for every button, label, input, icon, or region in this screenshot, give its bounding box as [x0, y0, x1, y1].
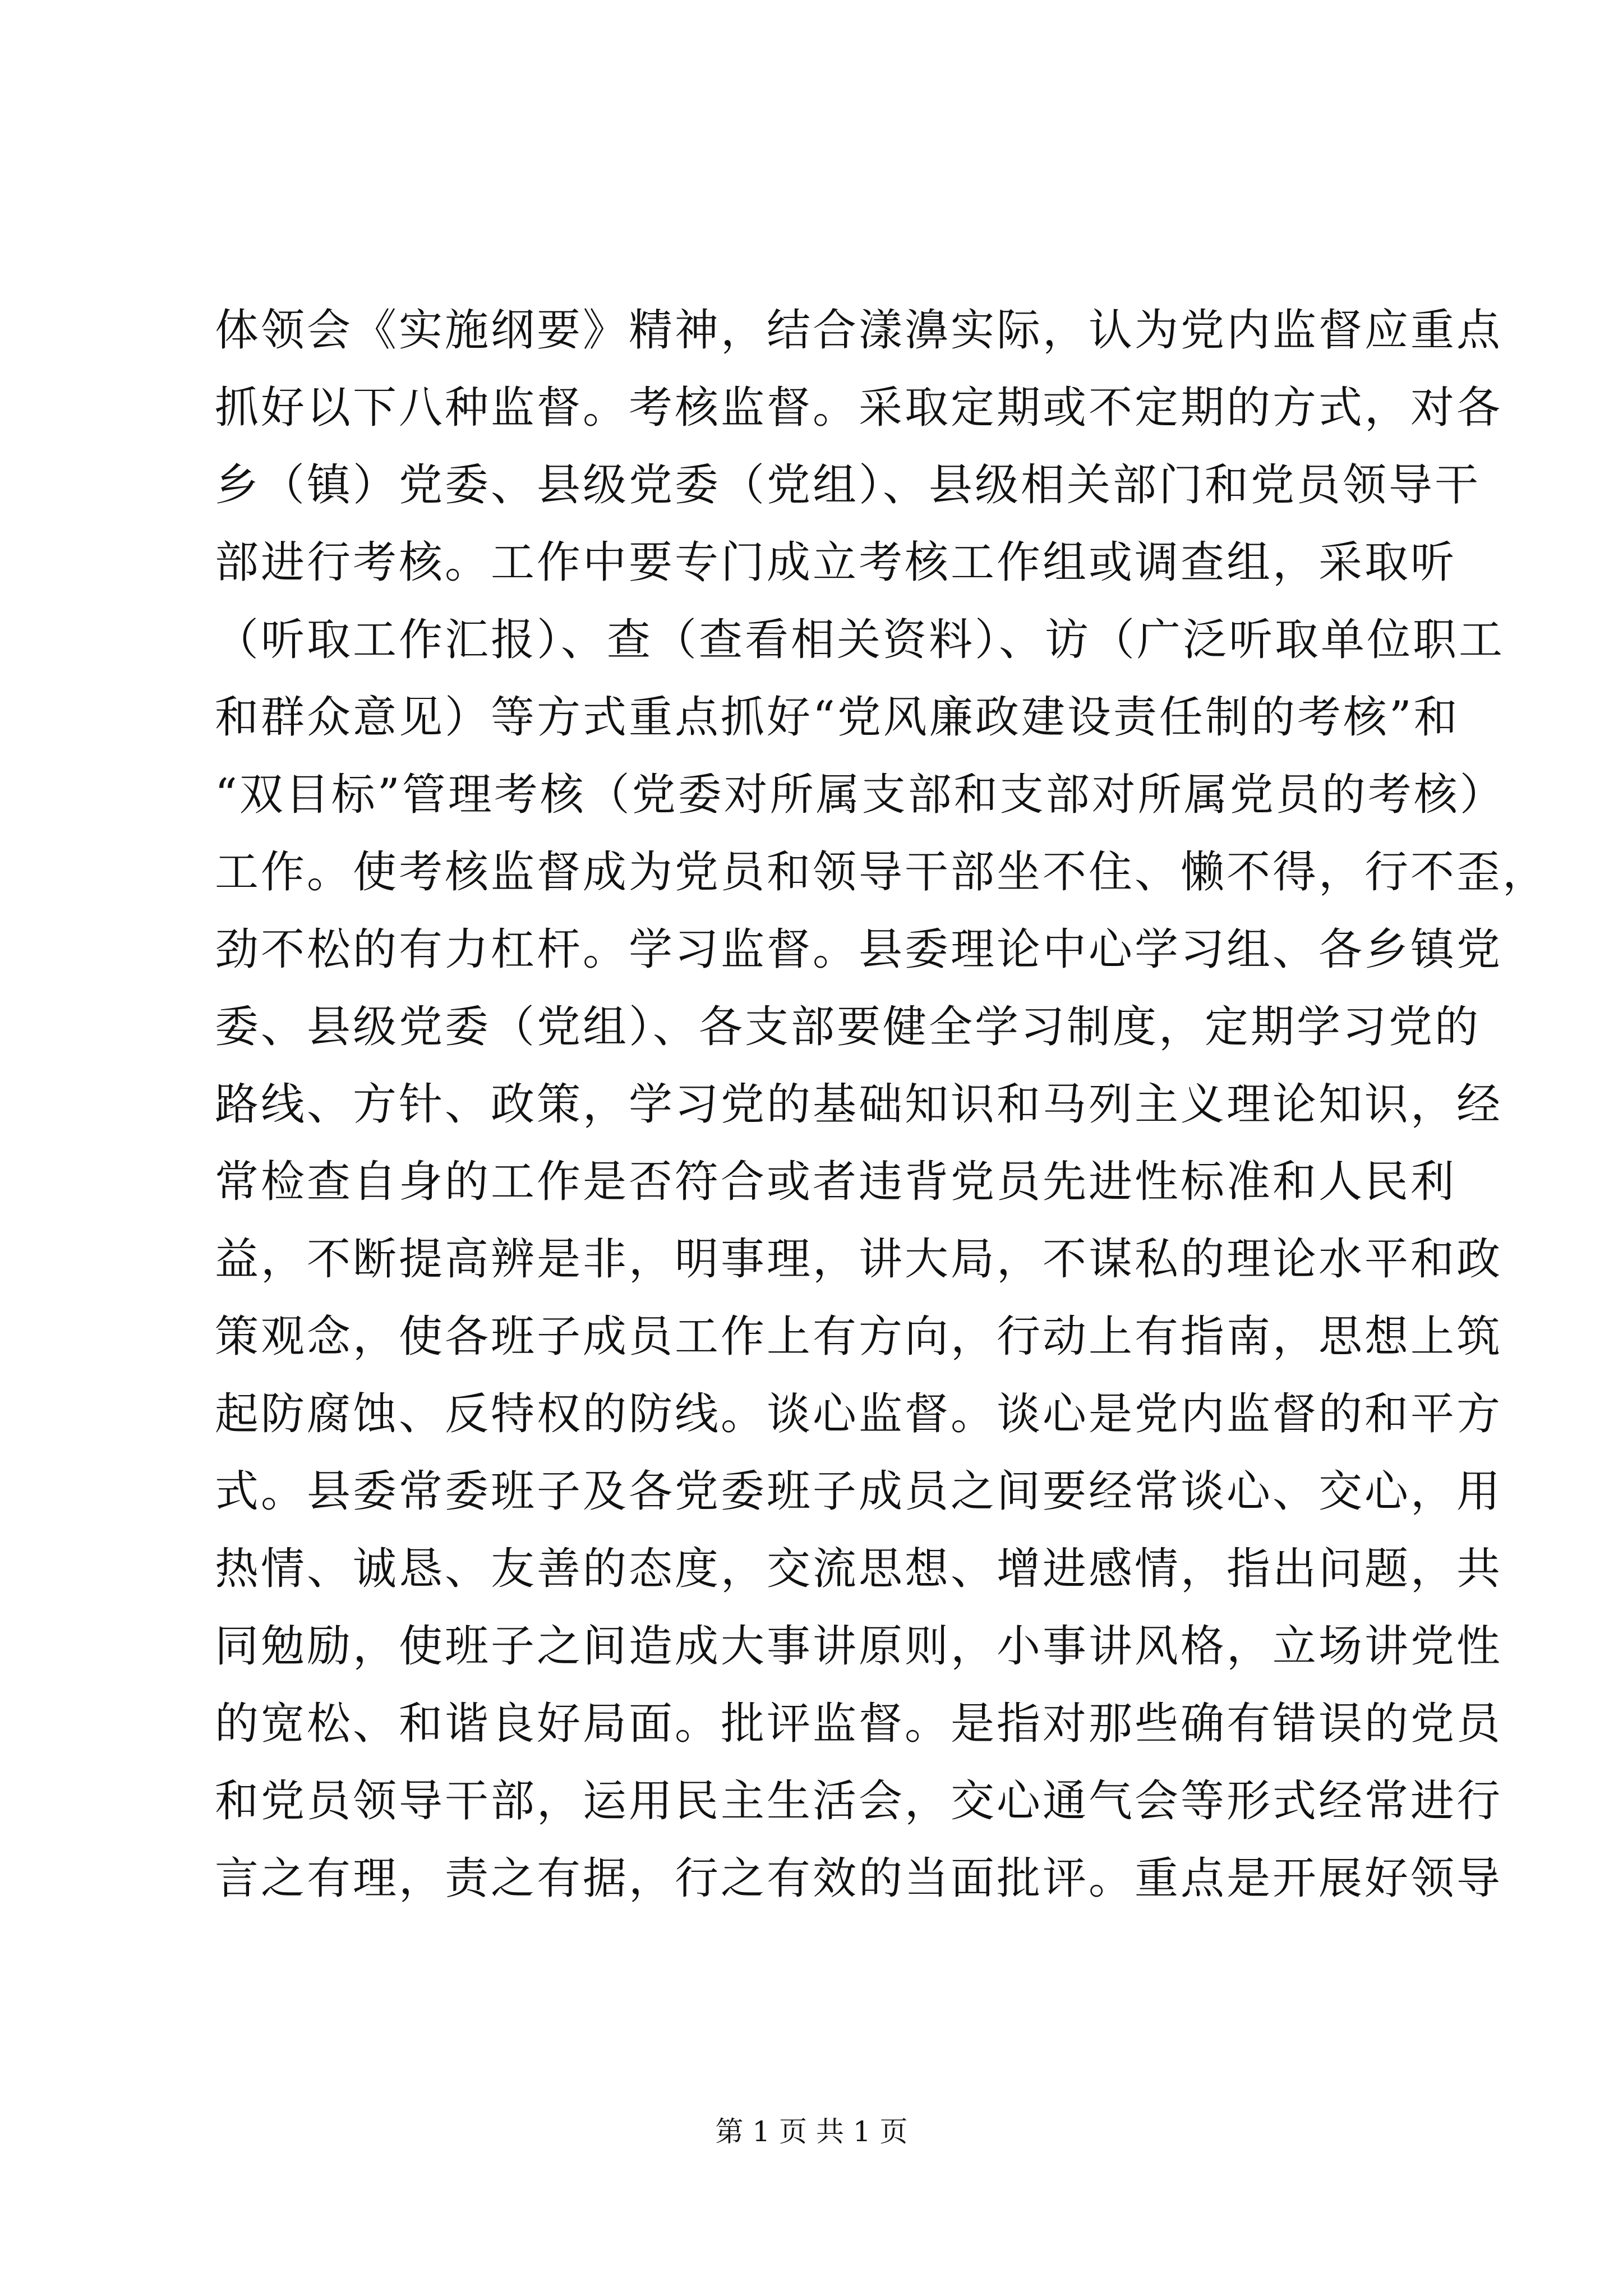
text-line: 同勉励，使班子之间造成大事讲原则，小事讲风格，立场讲党性 — [215, 1621, 1503, 1672]
text-line: 路线、方针、政策，学习党的基础知识和马列主义理论知识，经 — [215, 1079, 1503, 1130]
text-line: 和群众意见）等方式重点抓好“党风廉政建设责任制的考核”和 — [215, 692, 1460, 743]
text-line: 的宽松、和谐良好局面。批评监督。是指对那些确有错误的党员 — [215, 1699, 1503, 1749]
text-line: 乡（镇）党委、县级党委（党组）、县级相关部门和党员领导干 — [215, 460, 1481, 510]
text-line: 式。县委常委班子及各党委班子成员之间要经常谈心、交心，用 — [215, 1466, 1503, 1517]
text-line: 体领会《实施纲要》精神，结合漾濞实际，认为党内监督应重点 — [215, 305, 1503, 356]
page-number-footer: 第 1 页 共 1 页 — [715, 2115, 908, 2148]
text-line: 和党员领导干部，运用民主生活会，交心通气会等形式经常进行 — [215, 1776, 1503, 1826]
text-line: 委、县级党委（党组）、各支部要健全学习制度，定期学习党的 — [215, 1002, 1481, 1052]
text-line: “双目标”管理考核（党委对所属支部和支部对所属党员的考核） — [215, 770, 1506, 820]
text-line: 抓好以下八种监督。考核监督。采取定期或不定期的方式，对各 — [215, 383, 1503, 433]
body-text — [215, 292, 1549, 1917]
text-line: 常检查自身的工作是否符合或者违背党员先进性标准和人民利 — [215, 1157, 1457, 1207]
text-line: 工作。使考核监督成为党员和领导干部坐不住、懒不得，行不歪， — [215, 847, 1549, 898]
text-line: 起防腐蚀、反特权的防线。谈心监督。谈心是党内监督的和平方 — [215, 1389, 1503, 1439]
text-line: 策观念，使各班子成员工作上有方向，行动上有指南，思想上筑 — [215, 1312, 1503, 1362]
text-line: 言之有理，责之有据，行之有效的当面批评。重点是开展好领导 — [215, 1853, 1503, 1904]
text-line: 益，不断提高辨是非，明事理，讲大局，不谋私的理论水平和政 — [215, 1234, 1503, 1285]
text-line: 部进行考核。工作中要专门成立考核工作组或调查组，采取听 — [215, 537, 1457, 588]
text-line: 热情、诚恳、友善的态度，交流思想、增进感情，指出问题，共 — [215, 1544, 1503, 1594]
text-line: 劲不松的有力杠杆。学习监督。县委理论中心学习组、各乡镇党 — [215, 924, 1503, 975]
text-line: （听取工作汇报）、查（查看相关资料）、访（广泛听取单位职工 — [215, 615, 1505, 665]
